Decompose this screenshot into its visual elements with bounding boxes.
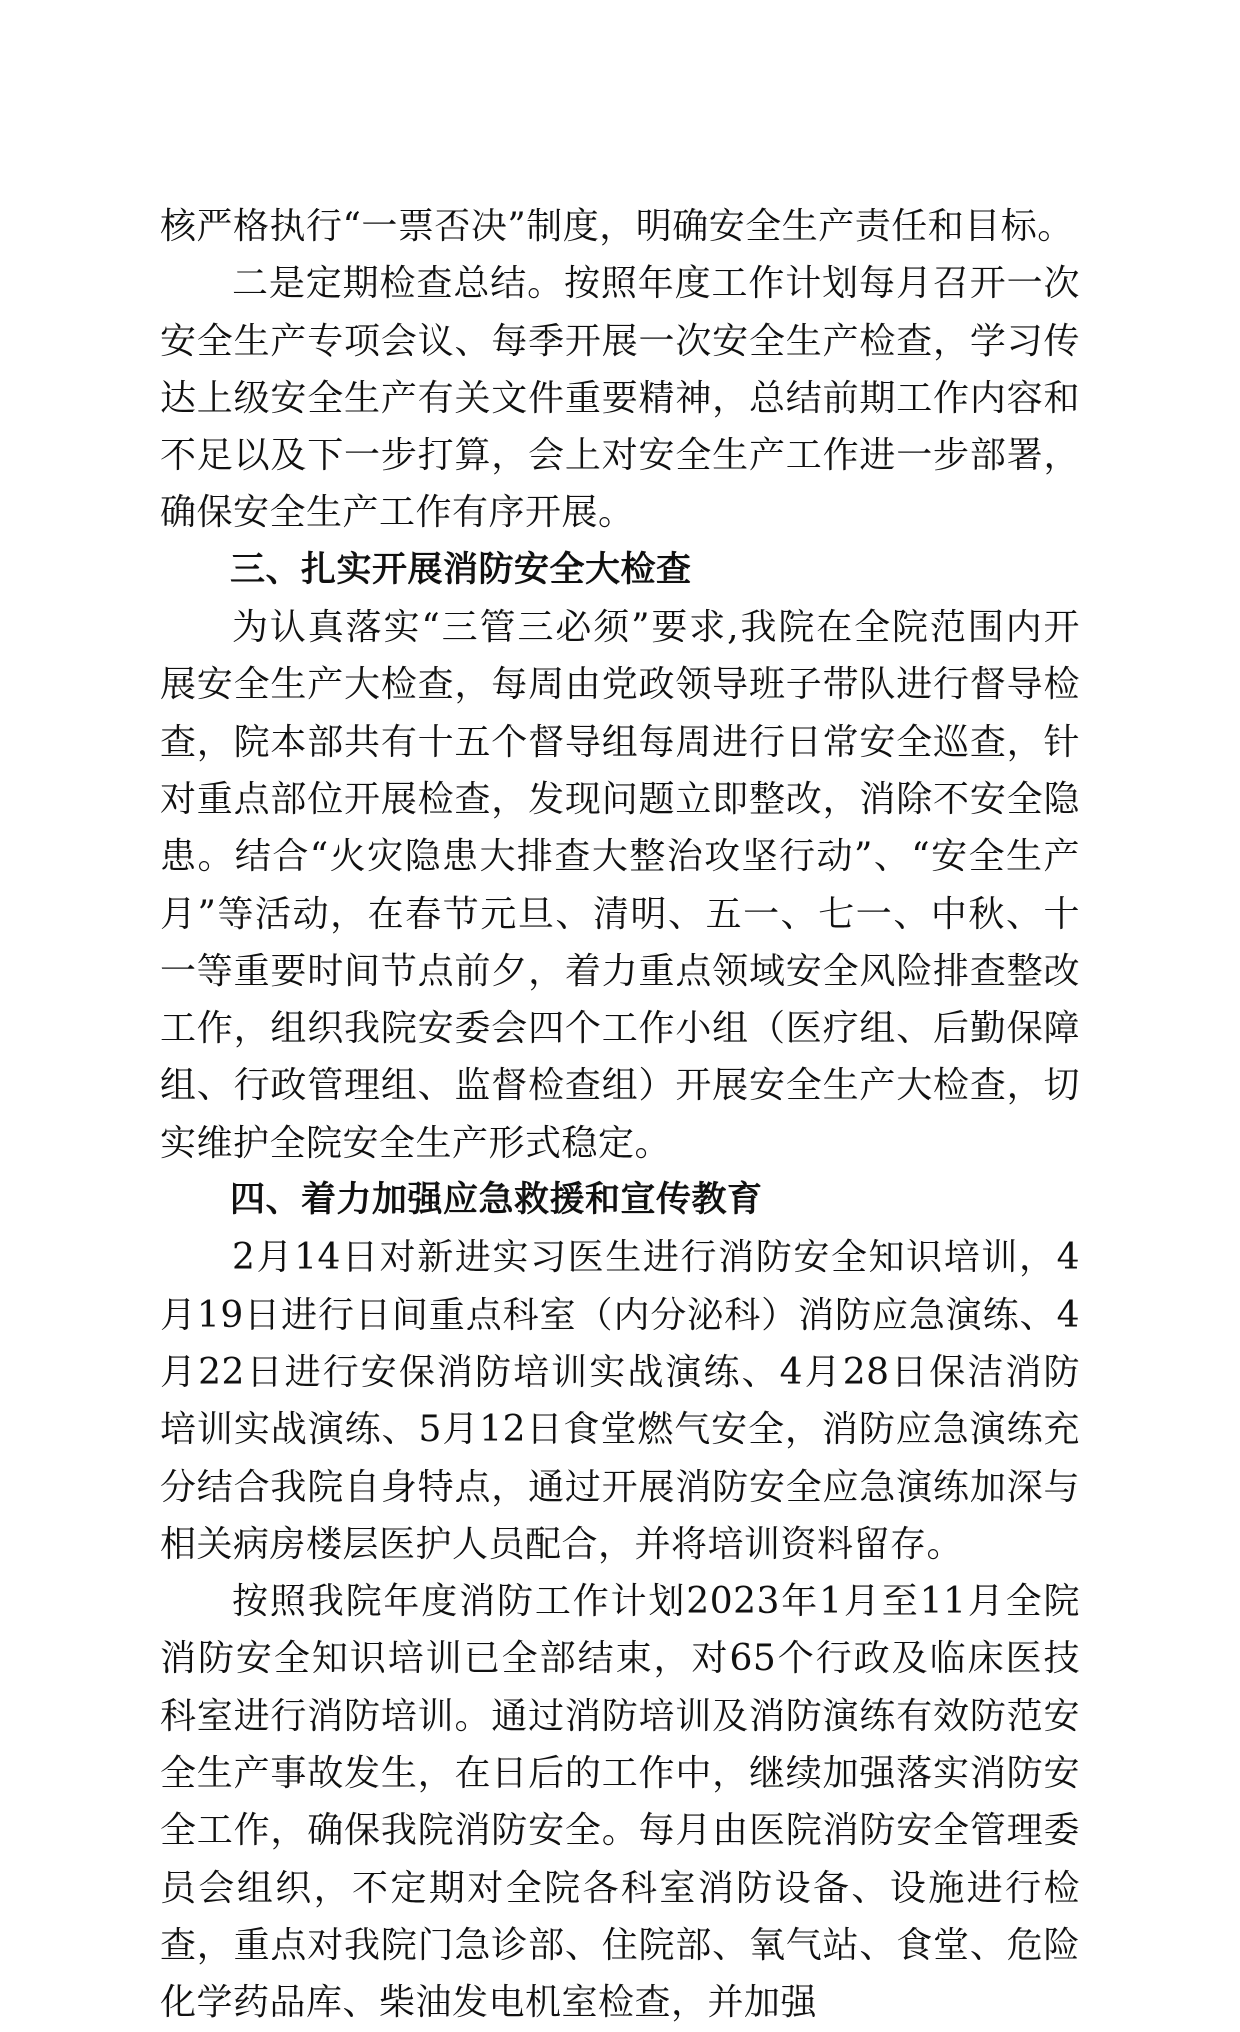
section-heading-emergency-education: 四、着力加强应急救援和宣传教育 (230, 1180, 763, 1221)
document-body (160, 198, 1080, 2032)
paragraph-continuation: 核严格执行“一票否决”制度，明确安全生产责任和目标。 (160, 206, 1074, 247)
paragraph-periodic-inspection: 二是定期检查总结。按照年度工作计划每月召开一次安全生产专项会议、每季开展一次安全生产检查，学习传达上级安全生产有关文件重要精神，总结前期工作内容和不足以及下一步打算，会上对安全生产工作进一步部署，确保安全生产工作有序开展。 (160, 263, 1080, 534)
paragraph-fire-safety-inspection: 为认真落实“三管三必须”要求,我院在全院范围内开展安全生产大检查，每周由党政领导班子带队进行督导检查，院本部共有十五个督导组每周进行日常安全巡查，针对重点部位开展检查，发现问题立即整改，消除不安全隐患。结合“火灾隐患大排查大整治攻坚行动”、“安全生产月”等活动，在春节元旦、清明、五一、七一、中秋、十一等重要时间节点前夕，着力重点领域安全风险排查整改工作，组织我院安委会四个工作小组（医疗组、后勤保障组、行政管理组、监督检查组）开展安全生产大检查，切实维护全院安全生产形式稳定。 (160, 607, 1080, 1164)
paragraph-annual-fire-plan: 按照我院年度消防工作计划2023年1月至11月全院消防安全知识培训已全部结束，对65个行政及临床医技科室进行消防培训。通过消防培训及消防演练有效防范安全生产事故发生，在日后的工作中，继续加强落实消防安全工作，确保我院消防安全。每月由医院消防安全管理委员会组织，不定期对全院各科室消防设备、设施进行检查，重点对我院门急诊部、住院部、氧气站、食堂、危险化学药品库、柴油发电机室检查，并加强 (160, 1581, 1080, 2024)
paragraph-training-drills: 2月14日对新进实习医生进行消防安全知识培训，4月19日进行日间重点科室（内分泌科）消防应急演练、4月22日进行安保消防培训实战演练、4月28日保洁消防培训实战演练、5月12日食堂燃气安全，消防应急演练充分结合我院自身特点，通过开展消防安全应急演练加深与相关病房楼层医护人员配合，并将培训资料留存。 (160, 1237, 1080, 1565)
section-heading-fire-safety-inspection: 三、扎实开展消防安全大检查 (230, 549, 692, 590)
